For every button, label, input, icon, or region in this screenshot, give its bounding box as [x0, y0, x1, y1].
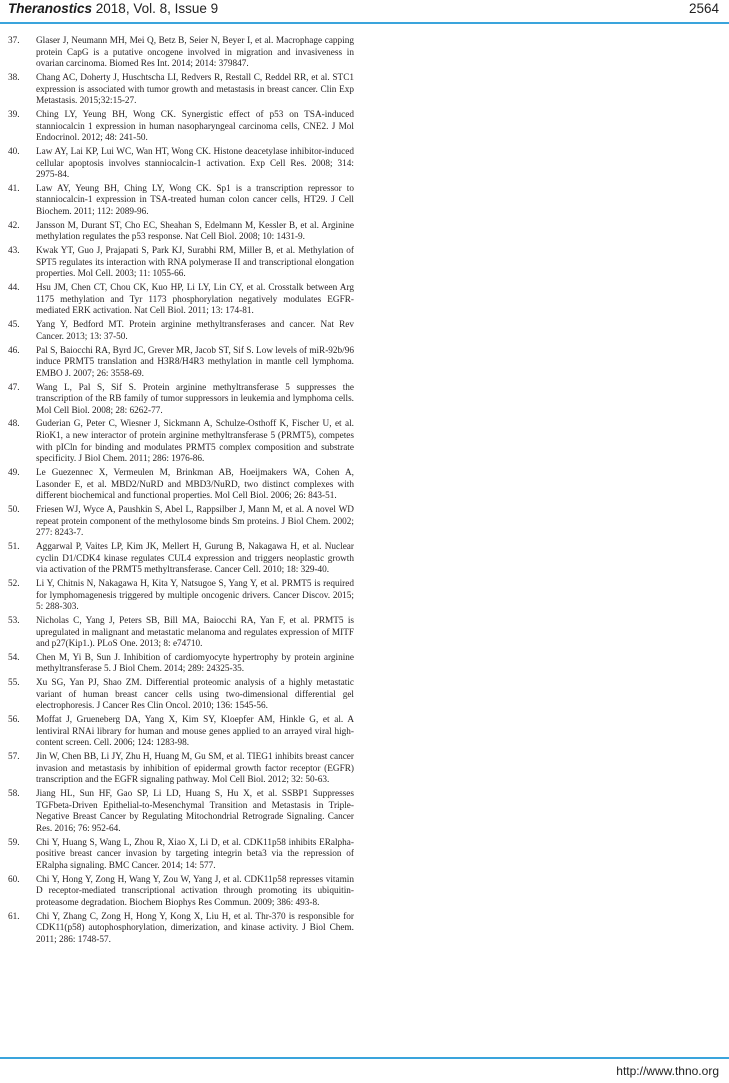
- reference-text: Pal S, Baiocchi RA, Byrd JC, Grever MR, Jacob ST, Sif S. Low levels of miR-92b/96 induce PRMT5 translation and H3R8/H4R3 methylation in mantle cell lymphoma. EMBO J. 2007; 26: 3558-69.: [36, 345, 354, 379]
- reference-text: Xu SG, Yan PJ, Shao ZM. Differential proteomic analysis of a highly metastatic variant of human breast cancer cells using two-dimensional differential gel electrophoresis. J Cancer Res Clin Oncol. 2010; 136: 1545-56.: [36, 678, 354, 712]
- reference-text: Yang Y, Bedford MT. Protein arginine methyltransferases and cancer. Nat Rev Cancer. 2013; 13: 37-50.: [36, 320, 354, 342]
- reference-text: Chi Y, Hong Y, Zong H, Wang Y, Zou W, Yang J, et al. CDK11p58 represses vitamin D receptor-mediated transcriptional activation through promoting its ubiquitin-proteasome degradation. Biochem Biophys Res Commun. 2009; 386: 493-8.: [36, 874, 354, 908]
- reference-item: [8, 653, 354, 676]
- reference-text: Law AY, Lai KP, Lui WC, Wan HT, Wong CK. Histone deacetylase inhibitor-induced cellular apoptosis involves stanniocalcin-1 activation. Exp Cell Res. 2008; 314: 2975-84.: [36, 146, 354, 181]
- reference-number: 56.: [8, 715, 20, 726]
- reference-number: 40.: [8, 146, 20, 157]
- journal-url-link[interactable]: http://www.thno.org: [616, 1064, 719, 1078]
- reference-text: Chen M, Yi B, Sun J. Inhibition of cardiomyocyte hypertrophy by protein arginine methyltransferase 5. J Biol Chem. 2014; 289: 24325-35.: [36, 652, 354, 675]
- reference-text: Moffat J, Grueneberg DA, Yang X, Kim SY, Kloepfer AM, Hinkle G, et al. A lentiviral RNAi library for human and mouse genes applied to an arrayed viral high-content screen. Cell. 2006; 124: 1283-98.: [36, 715, 354, 749]
- page-header: [0, 0, 729, 24]
- reference-number: 52.: [8, 578, 20, 589]
- reference-item: [8, 505, 354, 540]
- reference-item: [8, 838, 354, 873]
- reference-item: [8, 875, 354, 910]
- reference-text: Glaser J, Neumann MH, Mei Q, Betz B, Seier N, Beyer I, et al. Macrophage capping protein CapG is a putative oncogene involved in migration and invasiveness in ovarian carcinoma. Biomed Res Int. 2014; 2014: 379847.: [36, 36, 354, 70]
- reference-text: Ching LY, Yeung BH, Wong CK. Synergistic effect of p53 on TSA-induced stanniocalcin 1 expression in human nasopharyngeal carcinoma cells, CNE2. J Mol Endocrinol. 2012; 48: 241-50.: [36, 109, 354, 144]
- reference-item: [8, 678, 354, 713]
- reference-number: 60.: [8, 874, 20, 885]
- reference-number: 44.: [8, 283, 20, 294]
- header-divider: [0, 22, 729, 24]
- reference-text: Jansson M, Durant ST, Cho EC, Sheahan S, Edelmann M, Kessler B, et al. Arginine methylation regulates the p53 response. Nat Cell Biol. 2008; 10: 1431-9.: [36, 220, 354, 243]
- reference-item: [8, 36, 354, 71]
- reference-text: Law AY, Yeung BH, Ching LY, Wong CK. Sp1 is a transcription repressor to stanniocalcin-1 expression in TSA-treated human colon cancer cells, HT29. J Cell Biochem. 2011; 112: 2089-96.: [36, 183, 354, 218]
- reference-item: [8, 912, 354, 947]
- reference-number: 42.: [8, 220, 20, 231]
- reference-number: 41.: [8, 183, 20, 194]
- reference-item: [8, 73, 354, 108]
- reference-item: [8, 184, 354, 219]
- reference-number: 55.: [8, 678, 20, 689]
- journal-name: Theranostics: [8, 1, 93, 16]
- reference-number: 51.: [8, 541, 20, 552]
- reference-number: 54.: [8, 652, 20, 663]
- reference-text: Li Y, Chitnis N, Nakagawa H, Kita Y, Natsugoe S, Yang Y, et al. PRMT5 is required for lymphomagenesis triggered by multiple oncogenic drivers. Cancer Discov. 2015; 5: 288-303.: [36, 578, 354, 613]
- reference-text: Wang L, Pal S, Sif S. Protein arginine methyltransferase 5 suppresses the transcription of the RB family of tumor suppressors in leukemia and lymphoma cells. Mol Cell Biol. 2008; 28: 6262-77.: [36, 382, 354, 416]
- reference-item: [8, 579, 354, 614]
- reference-number: 37.: [8, 36, 20, 46]
- reference-number: 59.: [8, 837, 20, 848]
- reference-text: Le Guezennec X, Vermeulen M, Brinkman AB, Hoeijmakers WA, Cohen A, Lasonder E, et al. MBD2/NuRD and MBD3/NuRD, two distinct complexes with different biochemical and functional properties. Mol Cell Biol. 2006; 26: 843-51.: [36, 468, 354, 502]
- reference-number: 38.: [8, 72, 20, 83]
- reference-item: [8, 246, 354, 281]
- journal-citation: [8, 1, 218, 16]
- reference-number: 61.: [8, 911, 20, 922]
- reference-text: Hsu JM, Chen CT, Chou CK, Kuo HP, Li LY, Lin CY, et al. Crosstalk between Arg 1175 methylation and Tyr 1173 phosphorylation negatively modulates EGFR-mediated ERK activation. Nat Cell Biol. 2011; 13: 174-81.: [36, 283, 354, 317]
- reference-number: 57.: [8, 752, 20, 763]
- reference-item: [8, 320, 354, 343]
- reference-text: Jiang HL, Sun HF, Gao SP, Li LD, Huang S, Hu X, et al. SSBP1 Suppresses TGFbeta-Driven Epithelial-to-Mesenchymal Transition and Metastasis in Triple-Negative Breast Cancer by Regulating Mitochondrial Retrograde Signaling. Cancer Res. 2016; 76: 952-64.: [36, 789, 354, 834]
- reference-item: [8, 383, 354, 418]
- reference-text: Aggarwal P, Vaites LP, Kim JK, Mellert H, Gurung B, Nakagawa H, et al. Nuclear cyclin D1/CDK4 kinase regulates CUL4 expression and triggers neoplastic growth via activation of the PRMT5 methyltransferase. Cancer Cell. 2010; 18: 329-40.: [36, 541, 354, 576]
- reference-item: [8, 221, 354, 244]
- reference-number: 43.: [8, 246, 20, 257]
- reference-list: [8, 36, 354, 949]
- reference-item: [8, 715, 354, 750]
- reference-number: 49.: [8, 468, 20, 479]
- reference-item: [8, 346, 354, 381]
- reference-number: 53.: [8, 615, 20, 626]
- footer-divider: [0, 1057, 729, 1059]
- reference-item: [8, 419, 354, 465]
- reference-item: [8, 542, 354, 577]
- reference-text: Nicholas C, Yang J, Peters SB, Bill MA, Baiocchi RA, Yan F, et al. PRMT5 is upregulated in malignant and metastatic melanoma and regulates expression of MITF and p27(Kip1.). PLoS One. 2013; 8: e74710.: [36, 615, 354, 650]
- reference-item: [8, 752, 354, 787]
- reference-number: 39.: [8, 109, 20, 120]
- reference-number: 58.: [8, 789, 20, 800]
- reference-item: [8, 283, 354, 318]
- page-number: 2564: [688, 1, 719, 16]
- reference-item: [8, 789, 354, 835]
- reference-text: Chang AC, Doherty J, Huschtscha LI, Redvers R, Restall C, Reddel RR, et al. STC1 expression is associated with tumor growth and metastasis in breast cancer. Clin Exp Metastasis. 2015;32:15-27.: [36, 72, 354, 107]
- reference-text: Chi Y, Zhang C, Zong H, Hong Y, Kong X, Liu H, et al. Thr-370 is responsible for CDK11(p58) autophosphorylation, dimerization, and kinase activity. J Biol Chem. 2011; 286: 1748-57.: [36, 911, 354, 945]
- reference-text: Chi Y, Huang S, Wang L, Zhou R, Xiao X, Li D, et al. CDK11p58 inhibits ERalpha-positive breast cancer invasion by targeting integrin beta3 via the repression of ERalpha signaling. BMC Cancer. 2014; 14: 577.: [36, 837, 354, 871]
- reference-number: 50.: [8, 505, 20, 515]
- reference-item: [8, 110, 354, 145]
- reference-item: [8, 147, 354, 182]
- reference-number: 45.: [8, 320, 20, 331]
- reference-item: [8, 468, 354, 503]
- reference-number: 46.: [8, 345, 20, 356]
- reference-text: Jin W, Chen BB, Li JY, Zhu H, Huang M, Gu SM, et al. TIEG1 inhibits breast cancer invasion and metastasis by inhibition of epidermal growth factor receptor (EGFR) transcription and the EGFR signaling pathway. Mol Cell Biol. 2012; 32: 50-63.: [36, 752, 354, 786]
- reference-number: 48.: [8, 419, 20, 430]
- reference-number: 47.: [8, 382, 20, 393]
- reference-text: Guderian G, Peter C, Wiesner J, Sickmann A, Schulze-Osthoff K, Fischer U, et al. RioK1, a new interactor of protein arginine methyltransferase 5 (PRMT5), competes with pICln for binding and modulates PRMT5 complex composition and substrate specificity. J Biol Chem. 2011; 286: 1976-86.: [36, 419, 354, 465]
- reference-text: Kwak YT, Guo J, Prajapati S, Park KJ, Surabhi RM, Miller B, et al. Methylation of SPT5 regulates its interaction with RNA polymerase II and transcriptional elongation properties. Mol Cell. 2003; 11: 1055-66.: [36, 246, 354, 280]
- reference-text: Friesen WJ, Wyce A, Paushkin S, Abel L, Rappsilber J, Mann M, et al. A novel WD repeat protein component of the methylosome binds Sm proteins. J Biol Chem. 2002; 277: 8243-7.: [36, 505, 354, 539]
- reference-item: [8, 616, 354, 651]
- issue-info: 2018, Vol. 8, Issue 9: [92, 1, 219, 16]
